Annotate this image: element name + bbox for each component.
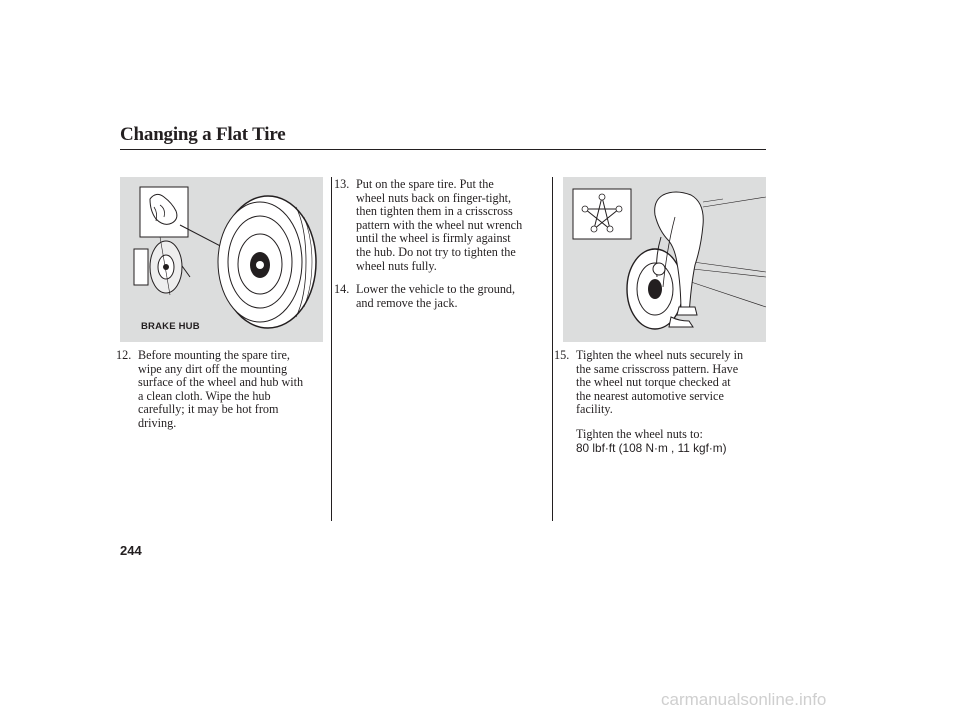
tightening-nuts-illustration (563, 177, 766, 342)
step-text: Put on the spare tire. Put the wheel nuts back on finger-tight, then tighten them in a crisscross pattern with the wheel nut wrench until the wheel is firmly against the hub. Do not try to tighten the wheel nuts fully. (356, 177, 523, 273)
step-12 (116, 349, 330, 431)
step-text: Tighten the wheel nuts securely in the same crisscross pattern. Have the wheel nut torque checked at the nearest automotive service facility. (576, 348, 744, 417)
title-rule (120, 149, 766, 150)
column-divider-2 (552, 177, 553, 521)
step-number: 12. (116, 348, 132, 362)
column-divider-1 (331, 177, 332, 521)
step-text: Lower the vehicle to the ground, and remove the jack. (356, 282, 516, 310)
torque-spec: 80 lbf·ft (108 N·m , 11 kgf·m) (576, 441, 727, 455)
figure-caption-brake-hub: BRAKE HUB (141, 321, 200, 332)
step-number: 14. (334, 282, 350, 296)
watermark: carmanualsonline.info (661, 690, 827, 709)
step-number: 15. (554, 348, 570, 362)
page-number: 244 (120, 543, 142, 558)
step-text: Before mounting the spare tire, wipe any dirt off the mounting surface of the wheel and hub with a clean cloth. Wipe the hub carefully; it may be hot from driving. (138, 348, 304, 430)
torque-intro: Tighten the wheel nuts to: (576, 427, 703, 441)
page-title: Changing a Flat Tire (120, 124, 286, 145)
step-13 (334, 178, 552, 273)
brake-hub-illustration (120, 177, 323, 342)
step-number: 13. (334, 177, 350, 191)
step-15 (554, 349, 768, 417)
step-14 (334, 283, 552, 310)
